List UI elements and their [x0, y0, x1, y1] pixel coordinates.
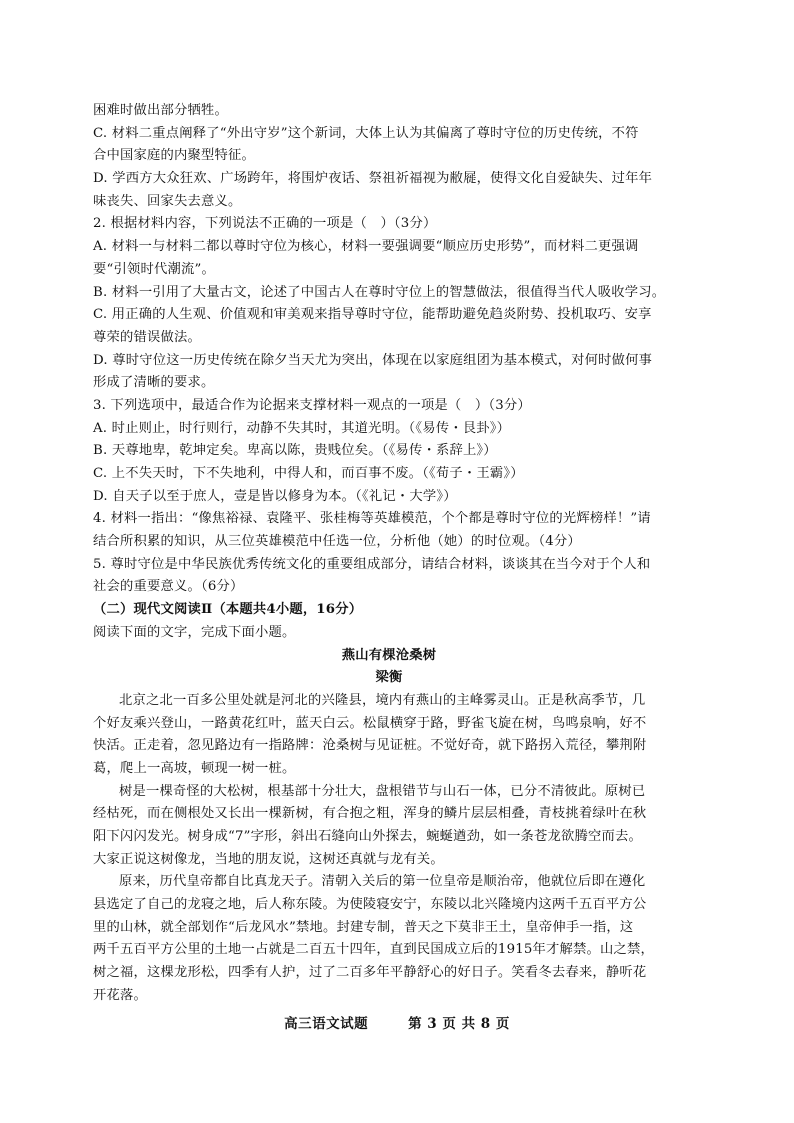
text-line: 结合所积累的知识，从三位英雄模范中任选一位，分析他（她）的时位观。（4分）: [93, 534, 581, 550]
text-line: 社会的重要意义。（6分）: [93, 579, 244, 595]
instruction-line: 阅读下面的文字，完成下面小题。: [93, 624, 296, 640]
option-c-line: C. 材料二重点阐释了“外出守岁”这个新词，大体上认为其偏离了尊时守位的历史传统，不符: [93, 125, 639, 141]
paragraph-line: 里的山林，就全部划作“后龙风水”禁地。封建专制，普天之下莫非王土，皇帝伸手一指，这: [93, 919, 634, 935]
paragraph-line: 经枯死，而在侧根处又长出一棵新树，有合抱之粗，浑身的鳞片层层相叠，青枝挑着绿叶在秋: [93, 806, 647, 822]
paragraph-line: 两千五百平方公里的土地一占就是二百五十四年，直到民国成立后的1915年才解禁。山之禁，: [93, 942, 655, 958]
option-b-line: B. 天尊地卑，乾坤定矣。卑高以陈，贵贱位矣。（《易传・系辞上》）: [93, 443, 497, 459]
option-c-line: C. 用正确的人生观、价值观和审美观来指导尊时守位，能帮助避免趋炎附势、投机取巧、安享: [93, 307, 652, 323]
article-author: 梁衡: [375, 670, 403, 686]
question-4: 4. 材料一指出：“像焦裕禄、袁隆平、张桂梅等英雄模范，个个都是尊时守位的光辉榜样！”请: [93, 511, 651, 527]
paragraph-line: 原来，历代皇帝都自比真龙天子。清朝入关后的第一位皇帝是顺治帝，他就位后即在遵化: [119, 874, 646, 890]
paragraph-line: 大家正说这树像龙，当地的朋友说，这树还真就与龙有关。: [93, 851, 444, 867]
paragraph-line: 个好友乘兴登山，一路黄花红叶，蓝天白云。松鼠横穿于路，野雀飞旋在树，鸟鸣泉响，好不: [93, 715, 647, 731]
question-2: 2. 根据材料内容，下列说法不正确的一项是（ ）（3分）: [93, 216, 437, 232]
paragraph-line: 阳下闪闪发光。树身成“7”字形，斜出石缝向山外探去，蜿蜒遒劲，如一条苍龙欲腾空而去。: [93, 829, 643, 844]
text-line: 困难时做出部分牺牲。: [93, 103, 228, 118]
paragraph-line: 树是一棵奇怪的大松树，根基部十分壮大，盘根错节与山石一体，已分不清彼此。原树已: [119, 783, 646, 799]
option-d-line: D. 尊时守位这一历史传统在除夕当天尤为突出，体现在以家庭组团为基本模式，对何时做何事: [93, 352, 653, 368]
question-3: 3. 下列选项中，最适合作为论据来支撑材料一观点的一项是（ ）（3分）: [93, 397, 531, 413]
paragraph-line: 树之福，这棵龙形松，四季有人护，过了二百多年平静舒心的好日子。笑看冬去春来，静听花: [93, 965, 647, 981]
text-line: 尊荣的错误做法。: [93, 329, 201, 345]
paragraph-line: 快活。正走着，忽见路边有一指路牌：沧桑树与见证桩。不觉好奇，就下路拐入荒径，攀荆附: [93, 738, 647, 754]
text-line: 要“引领时代潮流”。: [93, 261, 215, 277]
option-c-line: C. 上不失天时，下不失地利，中得人和，而百事不废。（《荀子・王霸》）: [93, 466, 524, 481]
option-a-line: A. 时止则止，时行则行，动静不失其时，其道光明。（《易传・艮卦》）: [93, 420, 511, 436]
page-footer: [0, 1012, 794, 1032]
option-d-line: D. 学西方大众狂欢、广场跨年，将围炉夜话、祭祖祈福视为敝屣，使得文化自爱缺失、过年年: [93, 171, 653, 187]
article-title: 燕山有棵沧桑树: [341, 647, 437, 663]
option-d-line: D. 自天子以至于庶人，壹是皆以修身为本。（《礼记・大学》）: [93, 488, 457, 504]
text-line: 形成了清晰的要求。: [93, 375, 215, 391]
option-b-line: B. 材料一引用了大量古文，论述了中国古人在尊时守位上的智慧做法，很值得当代人吸收学习。: [93, 284, 666, 300]
text-line: 味丧失、回家失去意义。: [93, 193, 242, 209]
question-5: 5. 尊时守位是中华民族优秀传统文化的重要组成部分，请结合材料，谈谈其在当今对于个人和: [93, 556, 651, 572]
paragraph-line: 北京之北一百多公里处就是河北的兴隆县，境内有燕山的主峰雾灵山。正是秋高季节，几: [119, 692, 646, 708]
paragraph-line: 开花落。: [93, 987, 147, 1003]
section-heading: （二）现代文阅读Ⅱ（本题共4小题，16分）: [93, 602, 363, 618]
footer-page-number: 第 3 页 共 8 页: [408, 1016, 510, 1032]
text-line: 合中国家庭的内聚型特征。: [93, 148, 255, 164]
paragraph-line: 葛，爬上一高坡，顿现一树一桩。: [93, 760, 296, 776]
option-a-line: A. 材料一与材料二都以尊时守位为核心，材料一要强调要“顺应历史形势”，而材料二更强调: [93, 239, 639, 255]
paragraph-line: 县选定了自己的龙寝之地，后人称东陵。为使陵寝安宁，东陵以北兴隆境内这两千五百平方公: [93, 897, 647, 913]
page-content: [93, 100, 685, 1008]
footer-title: 高三语文试题: [284, 1016, 369, 1032]
